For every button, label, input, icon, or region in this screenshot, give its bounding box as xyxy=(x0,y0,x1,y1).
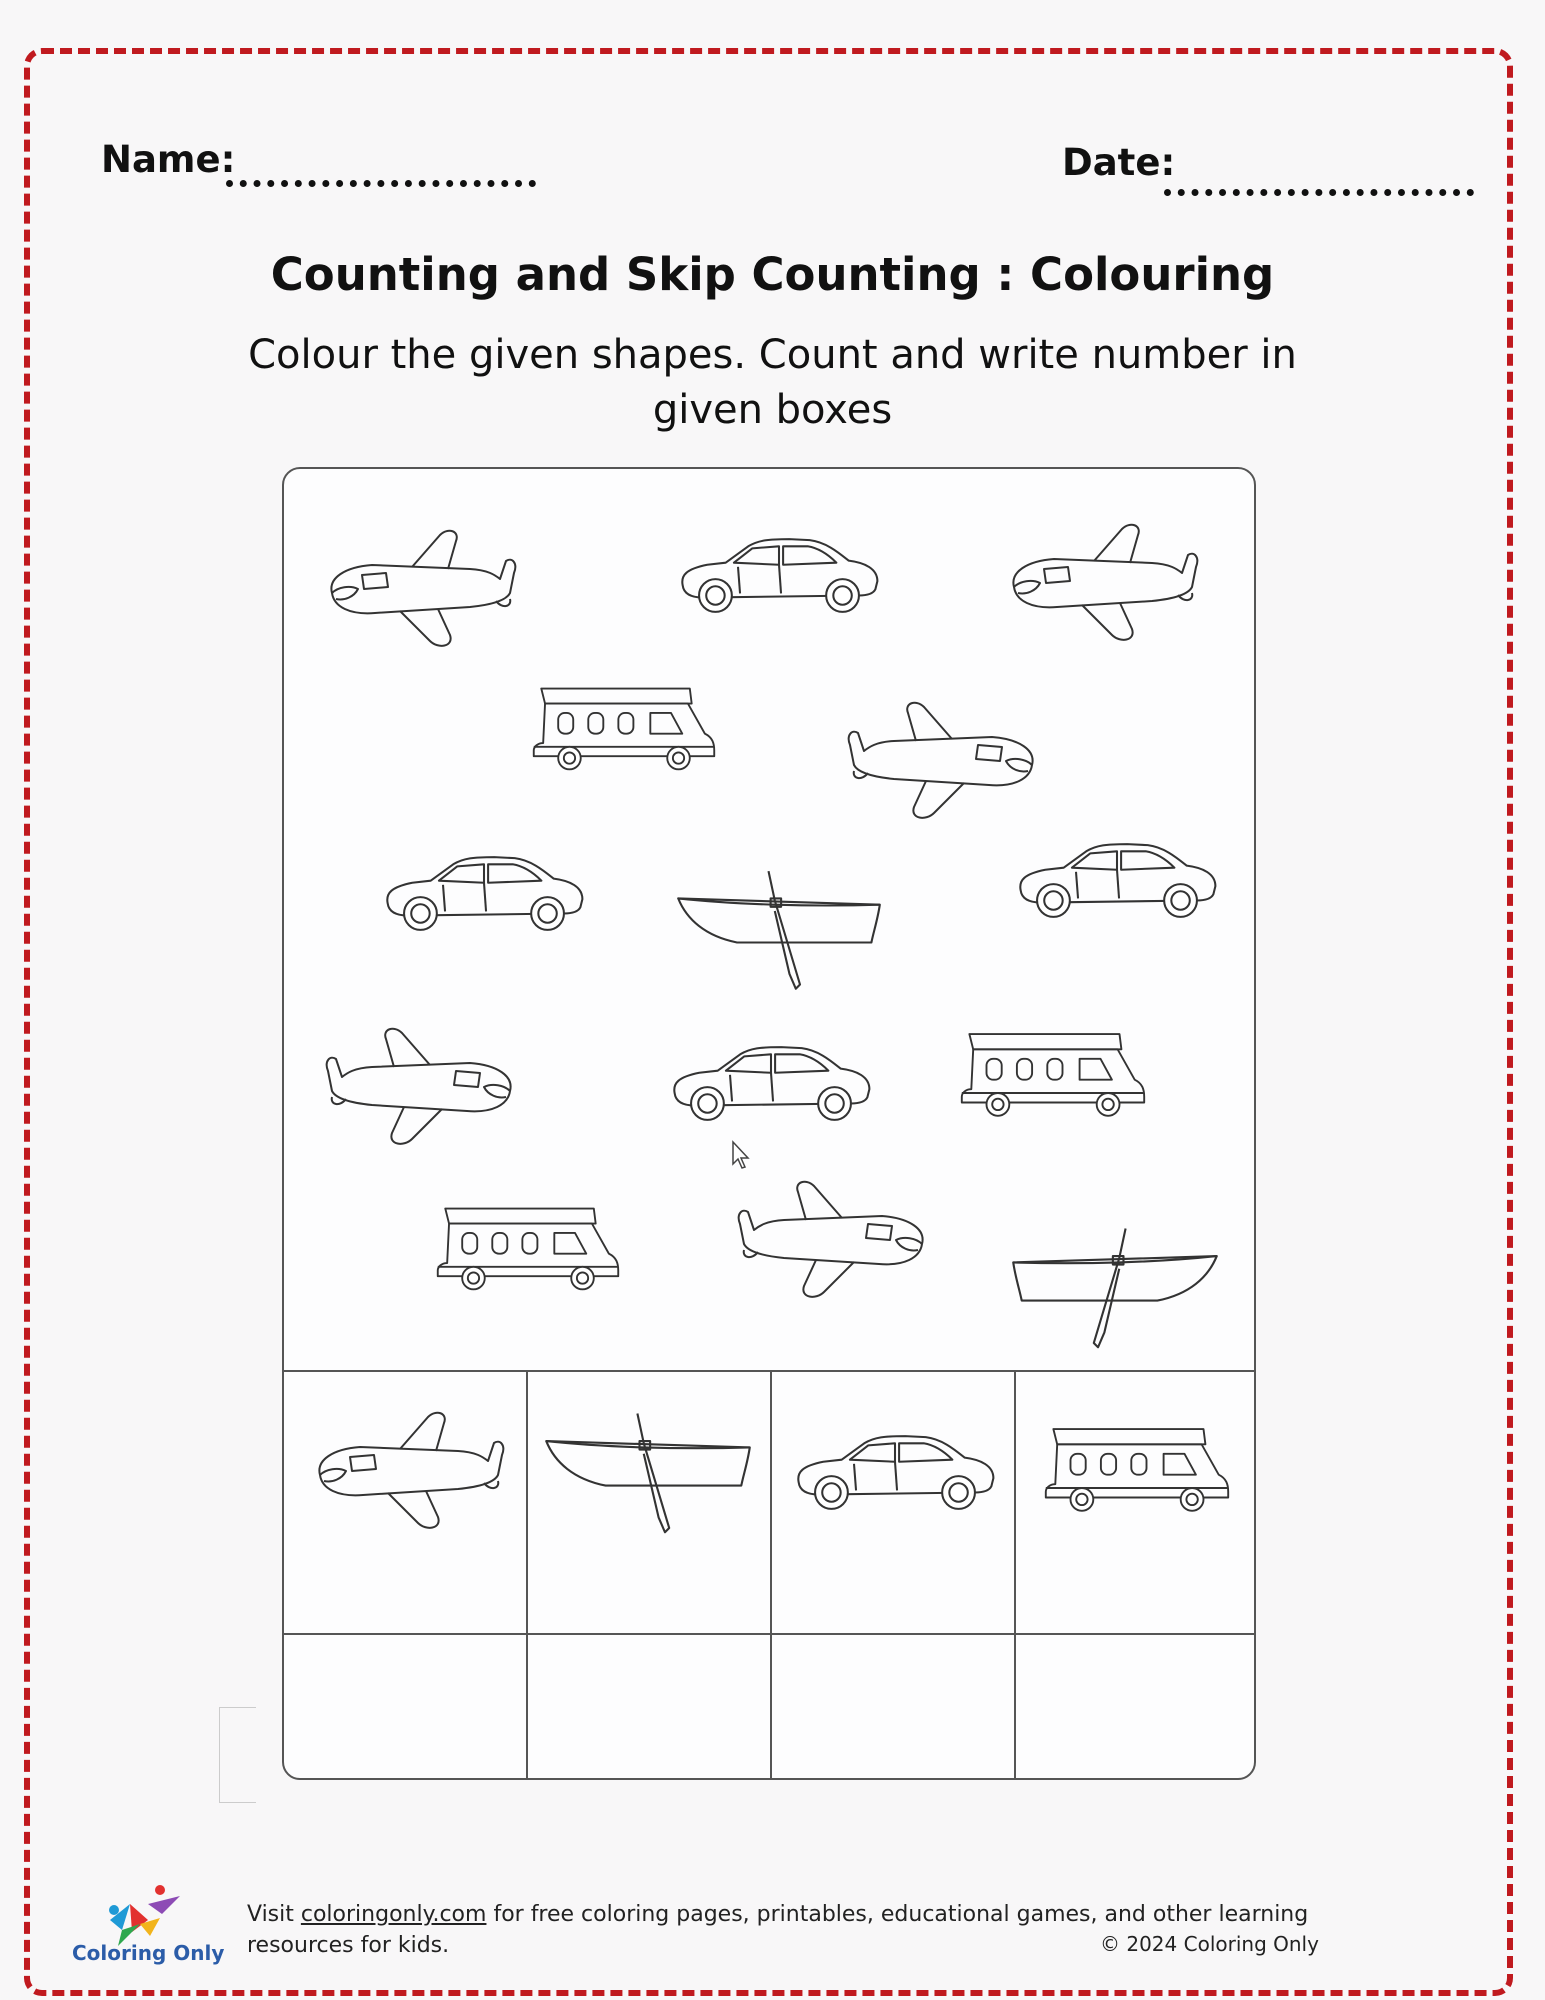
page-title: Counting and Skip Counting : Colouring xyxy=(270,248,1275,301)
name-label: Name: xyxy=(101,138,236,181)
footer-link[interactable]: coloringonly.com xyxy=(300,1902,487,1927)
table-divider xyxy=(526,1370,528,1778)
mouse-cursor-icon xyxy=(731,1140,751,1170)
airplane-drawing[interactable] xyxy=(1002,517,1202,647)
footer-visit-suffix: for free coloring pages, printables, educational games, and other learning resources for kids. xyxy=(247,1902,1309,1958)
answer-box-airplane[interactable] xyxy=(286,1637,524,1775)
answer-box-car[interactable] xyxy=(774,1637,1012,1775)
car-drawing[interactable] xyxy=(379,852,589,934)
airplane-drawing[interactable] xyxy=(322,1021,522,1151)
table-divider xyxy=(1014,1370,1016,1778)
table-divider xyxy=(770,1370,772,1778)
copyright-text: © 2024 Coloring Only xyxy=(1100,1932,1319,1956)
margin-mark xyxy=(219,1707,256,1803)
van-drawing[interactable] xyxy=(958,1024,1148,1124)
date-field-line[interactable] xyxy=(1164,189,1474,196)
car-drawing[interactable] xyxy=(1014,839,1220,921)
table-boat-icon xyxy=(542,1411,754,1539)
car-drawing[interactable] xyxy=(668,1042,874,1124)
airplane-drawing[interactable] xyxy=(844,695,1044,825)
car-drawing[interactable] xyxy=(676,534,882,616)
table-divider xyxy=(284,1370,1254,1372)
table-airplane-icon xyxy=(308,1405,508,1535)
instruction-text: Colour the given shapes. Count and write number in given boxes xyxy=(248,332,1297,433)
table-car-icon xyxy=(792,1431,998,1513)
boat-drawing[interactable] xyxy=(1009,1226,1221,1354)
date-label: Date: xyxy=(1062,141,1176,184)
footer-visit-prefix: Visit xyxy=(247,1902,301,1927)
van-drawing[interactable] xyxy=(434,1199,622,1297)
name-field-line[interactable] xyxy=(226,180,536,187)
table-van-icon xyxy=(1042,1419,1232,1519)
answer-box-van[interactable] xyxy=(1018,1637,1252,1775)
worksheet-board xyxy=(282,467,1256,1780)
van-drawing[interactable] xyxy=(530,679,718,777)
boat-drawing[interactable] xyxy=(674,869,884,995)
airplane-drawing[interactable] xyxy=(320,523,520,653)
answer-box-boat[interactable] xyxy=(530,1637,768,1775)
table-divider xyxy=(284,1633,1254,1635)
airplane-drawing[interactable] xyxy=(734,1174,934,1304)
logo-text: Coloring Only xyxy=(72,1941,225,1965)
